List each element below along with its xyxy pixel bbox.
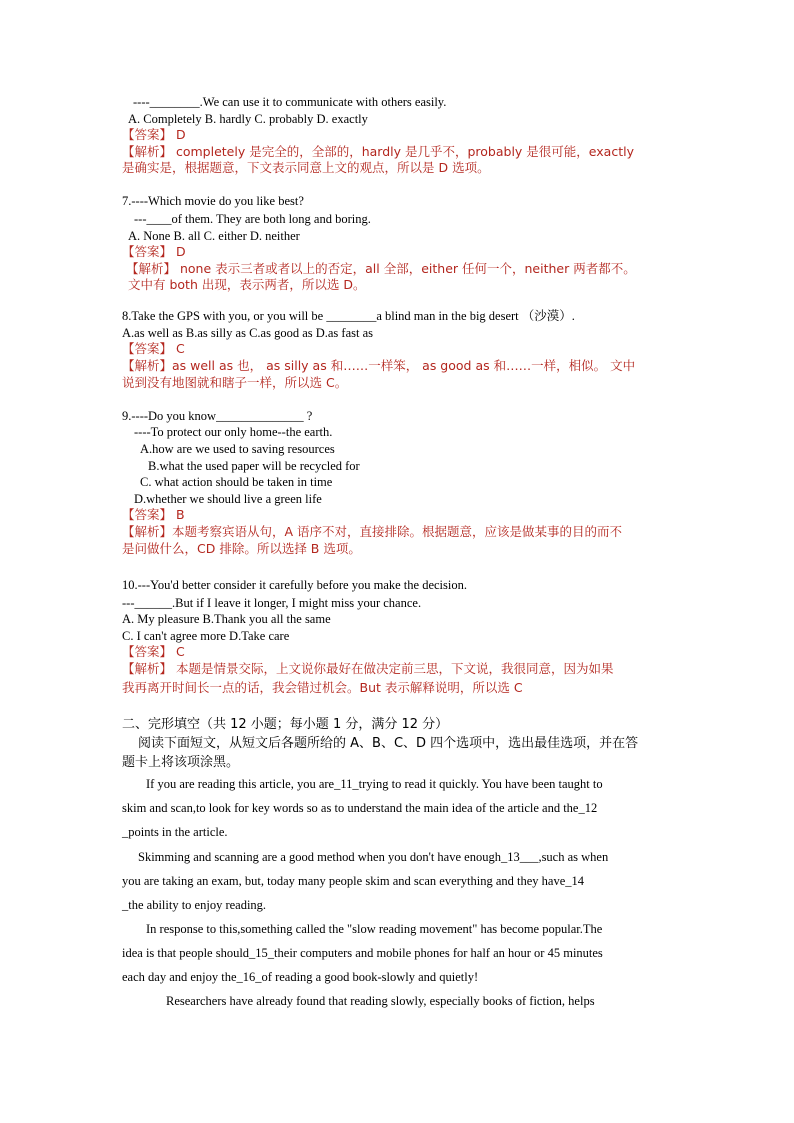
q7-options: A. None B. all C. either D. neither <box>128 229 300 243</box>
section-instructions-line1: 阅读下面短文，从短文后各题所给的 A、B、C、D 四个选项中，选出最佳选项，并在答 <box>138 736 639 751</box>
q9-option-c: C. what action should be taken in time <box>140 475 333 489</box>
q9-option-d: D.whether we should live a green life <box>134 492 322 506</box>
passage-p2-line1: Skimming and scanning are a good method when you don't have enough_13___,such as when <box>138 850 609 864</box>
q8-answer: 【答案】 C <box>122 341 185 356</box>
q10-options-cd: C. I can't agree more D.Take care <box>122 629 290 643</box>
q6-prompt: ----________.We can use it to communicate with others easily. <box>133 95 447 109</box>
passage-p3-line2: idea is that people should_15_their computers and mobile phones for half an hour or 45 minutes <box>122 946 603 960</box>
q10-question: 10.---You'd better consider it carefully before you make the decision. <box>122 578 467 592</box>
q7-question: 7.----Which movie do you like best? <box>122 194 304 208</box>
q6-analysis-line1: 【解析】 completely 是完全的，全部的，hardly 是几乎不，probably 是很可能，exactly <box>122 144 634 159</box>
q8-options: A.as well as B.as silly as C.as good as D.as fast as <box>122 326 374 340</box>
passage-p3-line3: each day and enjoy the_16_of reading a good book-slowly and quietly! <box>122 970 479 984</box>
passage-p2-line2: you are taking an exam, but, today many people skim and scan everything and they have_14 <box>122 874 585 888</box>
q9-analysis-line2: 是问做什么，CD 排除。所以选择 B 选项。 <box>122 541 361 556</box>
q9-option-a: A.how are we used to saving resources <box>140 442 335 456</box>
q10-answer: 【答案】 C <box>122 644 185 659</box>
q8-analysis-line1: 【解析】as well as 也， as silly as 和……一样笨， as good as 和……一样，相似。 文中 <box>122 358 636 373</box>
q7-analysis-line1: 【解析】 none 表示三者或者以上的否定，all 全部，either 任何一个，neither 两者都不。 <box>126 261 636 276</box>
passage-p1-line2: skim and scan,to look for key words so as to understand the main idea of the article and the_12 <box>122 801 598 815</box>
passage-p1-line3: _points in the article. <box>122 825 228 839</box>
q6-analysis-line2: 是确实是，根据题意，下文表示同意上文的观点，所以是 D 选项。 <box>122 160 490 175</box>
q8-analysis-line2: 说到没有地图就和瞎子一样，所以选 C。 <box>122 375 348 390</box>
q7-analysis-line2: 文中有 both 出现，表示两者，所以选 D。 <box>128 277 366 292</box>
q10-analysis-line2: 我再离开时间长一点的话，我会错过机会。But 表示解释说明，所以选 C <box>122 680 523 695</box>
q10-analysis-line1: 【解析】 本题是情景交际，上文说你最好在做决定前三思，下文说，我很同意，因为如果 <box>122 661 614 676</box>
q10-options-ab: A. My pleasure B.Thank you all the same <box>122 612 331 626</box>
q9-option-b: B.what the used paper will be recycled for <box>148 459 360 473</box>
q9-reply: ----To protect our only home--the earth. <box>134 425 333 439</box>
q6-options: A. Completely B. hardly C. probably D. exactly <box>128 112 368 126</box>
passage-p4-line1: Researchers have already found that reading slowly, especially books of fiction, helps <box>166 994 595 1008</box>
q6-answer: 【答案】 D <box>122 127 186 142</box>
q7-answer: 【答案】 D <box>122 244 186 259</box>
passage-p2-line3: _the ability to enjoy reading. <box>122 898 267 912</box>
q10-reply: ---______.But if I leave it longer, I might miss your chance. <box>122 596 422 610</box>
section-heading: 二、完形填空（共 12 小题；每小题 1 分，满分 12 分） <box>122 717 449 732</box>
q7-reply: ---____of them. They are both long and boring. <box>134 212 371 226</box>
q8-question: 8.Take the GPS with you, or you will be ________a blind man in the big desert （沙漠）. <box>122 309 575 323</box>
passage-p1-line1: If you are reading this article, you are_11_trying to read it quickly. You have been taught to <box>146 777 603 791</box>
q9-analysis-line1: 【解析】本题考察宾语从句，A 语序不对，直接排除。根据题意，应该是做某事的目的而不 <box>122 524 623 539</box>
section-instructions-line2: 题卡上将该项涂黑。 <box>122 755 240 770</box>
passage-p3-line1: In response to this,something called the "slow reading movement" has become popular.The <box>146 922 603 936</box>
q9-question: 9.----Do you know______________ ? <box>122 409 313 423</box>
q9-answer: 【答案】 B <box>122 507 185 522</box>
